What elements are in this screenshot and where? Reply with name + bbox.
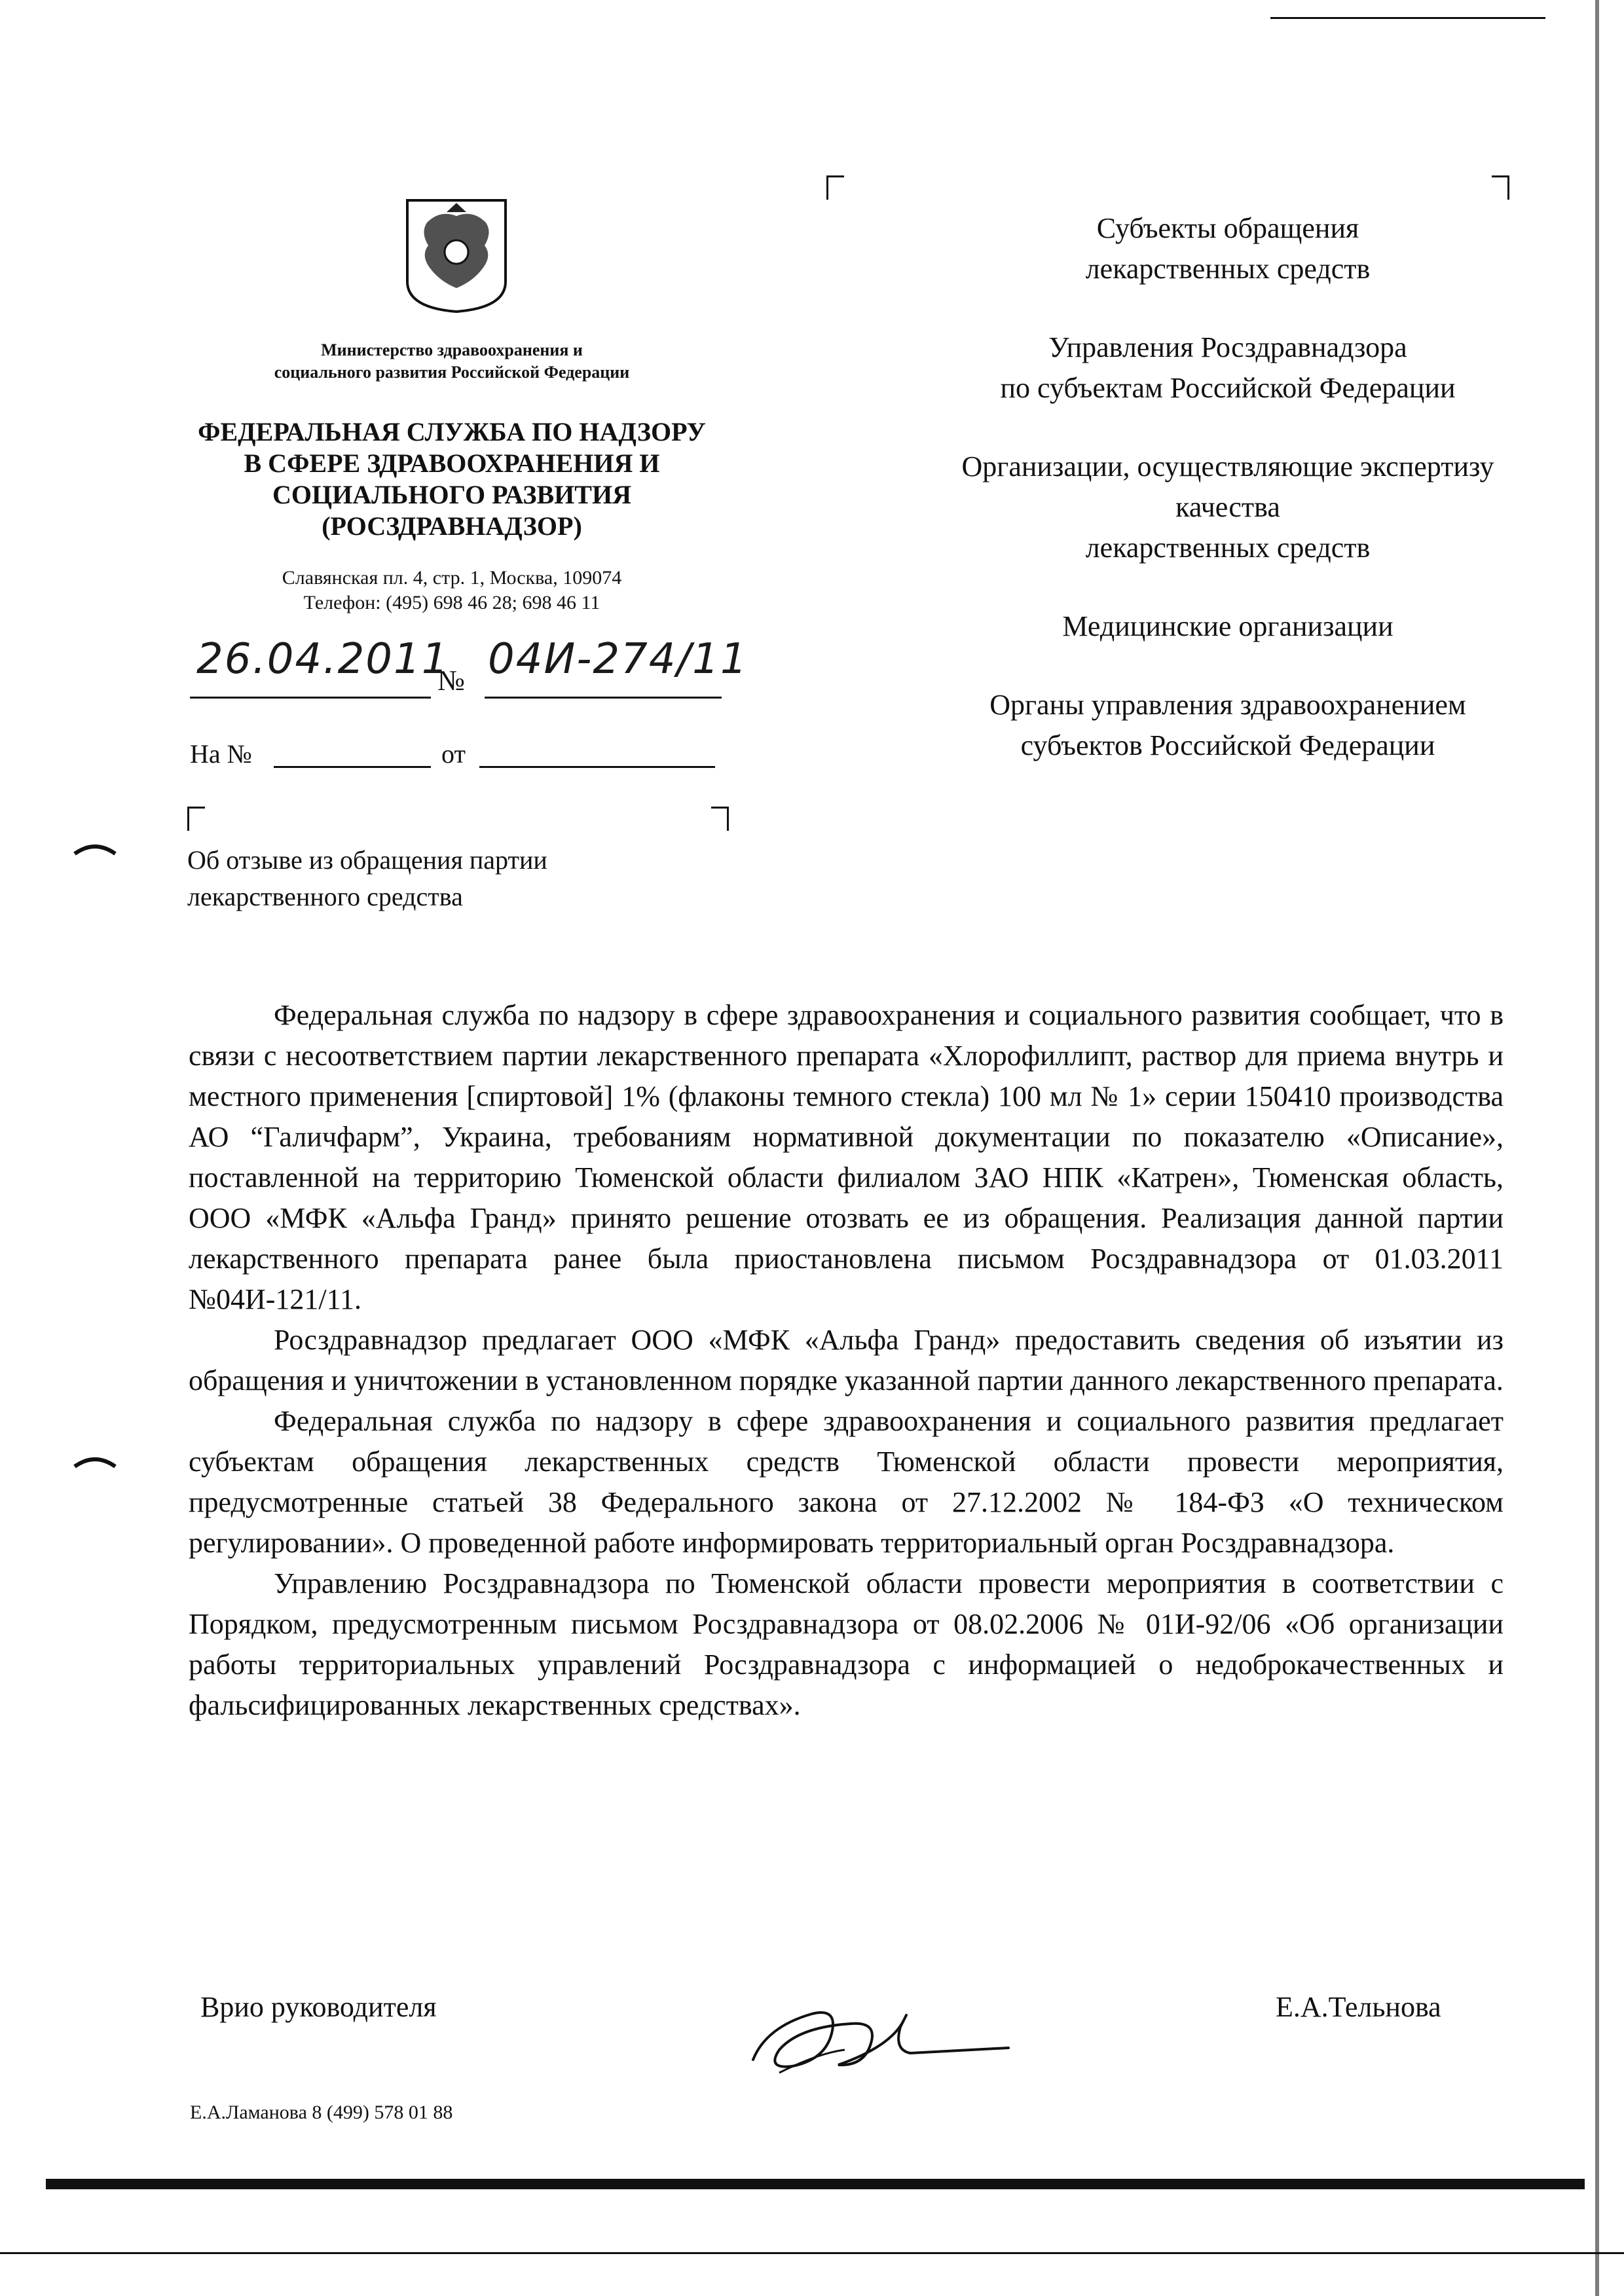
punch-hole-mark [72, 1451, 118, 1470]
recipient-line: Организации, осуществляющие экспертизу [961, 450, 1494, 483]
scan-top-line [1270, 17, 1545, 19]
agency-line: В СФЕРЕ ЗДРАВООХРАНЕНИЯ И [244, 448, 660, 478]
recipient-line: лекарственных средств [1085, 532, 1371, 564]
recipient-entry [858, 208, 1598, 289]
recipient-line: Органы управления здравоохранением [989, 689, 1466, 721]
ministry-name [196, 339, 707, 384]
agency-address [196, 566, 707, 615]
punch-hole-mark [72, 838, 118, 858]
registration-date: 26.04.2011 [196, 635, 450, 683]
scan-bottom-bar [46, 2179, 1585, 2189]
recipient-corner-right [1492, 175, 1509, 200]
recipient-line: по субъектам Российской Федерации [1000, 372, 1456, 404]
number-underline [485, 697, 722, 699]
recipient-line: Субъекты обращения [1096, 212, 1359, 244]
signatory-title: Врио руководителя [200, 1991, 437, 2023]
reference-date-blank [479, 766, 715, 768]
signatory-name: Е.А.Тельнова [1276, 1991, 1441, 2023]
subject-corner-left [187, 807, 205, 831]
letter-subject [187, 842, 711, 915]
handwritten-signature [740, 1988, 1015, 2086]
recipient-line: качества [1175, 491, 1280, 523]
subject-corner-right [711, 807, 729, 831]
scan-bottom-line [0, 2252, 1624, 2254]
agency-line: СОЦИАЛЬНОГО РАЗВИТИЯ [272, 480, 631, 509]
agency-line: ФЕДЕРАЛЬНАЯ СЛУЖБА ПО НАДЗОРУ [198, 417, 706, 446]
letter-body [189, 995, 1504, 1726]
subject-line: Об отзыве из обращения партии [187, 845, 547, 875]
reference-number-label: На № [190, 739, 252, 769]
recipient-entry [858, 327, 1598, 409]
body-paragraph: Росздравнадзор предлагает ООО «МФК «Альфа Гранд» предоставить сведения об изъятии из обращения и уничтожении в установленном порядке указанной партии данного лекарственного препарата. [189, 1324, 1504, 1396]
agency-name [151, 416, 753, 542]
recipient-entry [858, 446, 1598, 568]
recipient-line: лекарственных средств [1085, 253, 1371, 285]
reference-from-label: от [441, 739, 466, 769]
body-paragraph: Управлению Росздравнадзора по Тюменской области провести мероприятия в соответствии с Порядком, предусмотренным письмом Росздравнадзора от 08.02.2006 № 01И-92/06 «Об организации работы территориальных управлений Росздравнадзора с информацией о недоброкачественных и фальсифицированных лекарственных средствах». [189, 1567, 1504, 1721]
executor-contact: Е.А.Ламанова 8 (499) 578 01 88 [190, 2102, 453, 2123]
registration-number-label: № [437, 665, 465, 697]
body-paragraph: Федеральная служба по надзору в сфере здравоохранения и социального развития предлагает субъектам обращения лекарственных средств Тюменской области провести мероприятия, предусмотренные статьей 38 Федерального закона от 27.12.2002 № 184-ФЗ «О техническом регулировании». О проведенной работе информировать территориальный орган Росздравнадзора. [189, 1405, 1504, 1559]
recipient-line: субъектов Российской Федерации [1020, 729, 1435, 761]
scan-right-edge [1595, 0, 1599, 2296]
recipient-line: Медицинские организации [1062, 610, 1393, 642]
phone-line: Телефон: (495) 698 46 28; 698 46 11 [303, 592, 600, 613]
address-line: Славянская пл. 4, стр. 1, Москва, 109074 [282, 567, 622, 589]
subject-line: лекарственного средства [187, 882, 463, 911]
ministry-line: социального развития Российской Федерации [274, 363, 630, 382]
recipient-line: Управления Росздравнадзора [1048, 331, 1407, 363]
agency-line: (РОСЗДРАВНАДЗОР) [322, 511, 582, 541]
reference-number-blank [274, 766, 431, 768]
body-paragraph: Федеральная служба по надзору в сфере здравоохранения и социального развития сообщает, что в связи с несоответствием партии лекарственного препарата «Хлорофиллипт, раствор для приема внутрь и местного применения [спиртовой] 1% (флаконы темного стекла) 100 мл № 1» серии 150410 производства АО “Галичфарм”, Украина, требованиям нормативной документации по показателю «Описание», поставленной на территорию Тюменской области филиалом ЗАО НПК «Катрен», Тюменская область, ООО «МФК «Альфа Гранд» принято решение отозвать ее из обращения. Реализация данной партии лекарственного препарата ранее была приостановлена письмом Росздравнадзора от 01.03.2011 №04И-121/11. [189, 999, 1504, 1315]
recipient-entry [858, 606, 1598, 647]
ministry-line: Министерство здравоохранения и [321, 340, 583, 359]
recipient-corner-left [826, 175, 844, 200]
coat-of-arms-emblem [401, 196, 512, 314]
recipients-block [858, 208, 1598, 804]
recipient-entry [858, 685, 1598, 766]
registration-number: 04И-274/11 [488, 635, 748, 683]
date-underline [190, 697, 431, 699]
